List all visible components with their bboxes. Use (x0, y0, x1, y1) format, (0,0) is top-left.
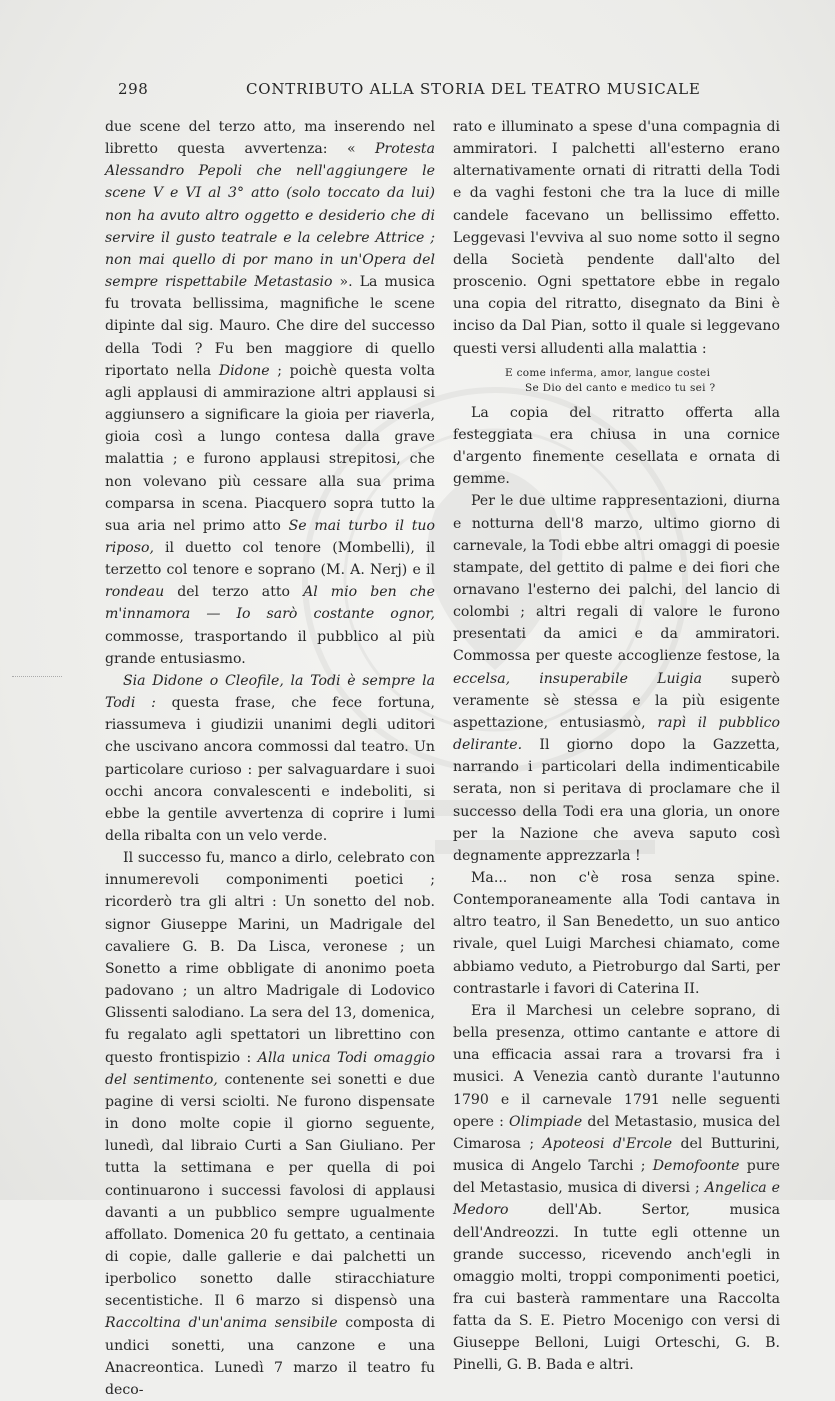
paragraph: Era il Marchesi un celebre soprano, di bella presenza, ottimo cantante e attore di una efficacia assai rara a trovarsi fra i musici. A Venezia cantò durante l'autunno 1790 e il carnevale 1791 nelle seguenti opere : Olimpiade del Metastasio, musica del Cimarosa ; Apoteosi d'Ercole del Butturini, musica di Angelo Tarchi ; Demofoonte pure del Metastasio, musica di diversi ; Angelica e Medoro dell'Ab. Sertor, musica dell'Andreozzi. In tutte egli ottenne un grande successo, ricevendo anch'egli in omaggio molti, troppi componimenti poetici, fra cui basterà rammentare una Raccolta fatta da S. E. Pietro Mocenigo con versi di Giuseppe Belloni, Luigi Orteschi, G. B. Pinelli, G. B. Bada e altri. (453, 1002, 780, 1374)
running-title: CONTRIBUTO ALLA STORIA DEL TEATRO MUSICALE (246, 80, 701, 98)
paragraph: due scene del terzo atto, ma inserendo nel libretto questa avvertenza: « Protesta Alessandro Pepoli che nell'aggiungere le scene V e VI al 3° atto (solo toccato da lui) non ha avuto altro oggetto e desiderio che di servire il gusto teatrale e la celebre Attrice ; non mai quello di por mano in un'Opera del sempre rispettabile Metastasio ». La musica fu trovata bellissima, magnifiche le scene dipinte dal sig. Mauro. Che dire del successo della Todi ? Fu ben maggiore di quello riportato nella Didone ; poichè questa volta agli applausi di ammirazione altri applausi si aggiunsero a significare la gioia per riaverla, gioia così a lungo contesa dalla grave malattia ; e furono applausi strepitosi, che non volevano più cessare alla sua prima comparsa in scena. Piacquero sopra tutto la sua aria nel primo atto Se mai turbo il tuo riposo, il duetto col tenore (Mombelli), il terzetto col tenore e soprano (M. A. Nerj) e il rondeau del terzo atto Al mio ben che m'innamora — Io sarò costante ognor, commosse, trasportando il pubblico al più grande entusiasmo. (105, 119, 435, 667)
page-header (118, 80, 722, 104)
paragraph: Sia Didone o Cleofile, la Todi è sempre la Todi : questa frase, che fece fortuna, riassumeva i giudizii unanimi degli uditori che uscivano ancora commossi dal teatro. Un particolare curioso : per salvaguardare i suoi occhi ancora convalescenti e indeboliti, si ebbe la gentile avvertenza di coprire i lumi della ribalta con un velo verde. (105, 672, 435, 844)
margin-mark (12, 676, 62, 679)
paragraph: rato e illuminato a spese d'una compagnia di ammiratori. I palchetti all'esterno erano alternativamente ornati di ritratti della Todi e da vaghi festoni che tra la luce di mille candele facevano un bellissimo effetto. Leggevasi l'evviva al suo nome sotto il segno della Società pendente dall'alto del proscenio. Ogni spettatore ebbe in regalo una copia del ritratto, disegnato da Bini è inciso da Dal Pian, sotto il quale si leggevano questi versi alludenti alla malattia : (453, 119, 780, 357)
paragraph: Il successo fu, manco a dirlo, celebrato con innumerevoli componimenti poetici ; ricorderò tra gli altri : Un sonetto del nob. signor Giuseppe Marini, un Madrigale del cavaliere G. B. Da Lisca, veronese ; un Sonetto a rime obbligate di anonimo poeta padovano ; un altro Madrigale di Lodovico Glissenti salodiano. La sera del 13, domenica, fu regalato agli spettatori un librettino con questo frontispizio : Alla unica Todi omaggio del sentimento, contenente sei sonetti e due pagine di versi sciolti. Ne furono dispensate in dono molte copie il giorno seguente, lunedì, dal libraio Curti a San Giuliano. Per tutta la settimana e per quella di poi continuarono i successi favolosi di applausi davanti a un pubblico sempre ugualmente affollato. Domenica 20 fu gettato, a centinaia di copie, dalle gallerie e dai palchetti un iperbolico sonetto dalle stiracchiature secentistiche. Il 6 marzo si dispensò una Raccoltina d'un'anima sensibile composta di undici sonetti, una canzone e una Anacreontica. Lunedì 7 marzo il teatro fu deco- (105, 850, 435, 1398)
paragraph: La copia del ritratto offerta alla festeggiata era chiusa in una cornice d'argento finemente cesellata e ornata di gemme. (453, 404, 780, 488)
paragraph: Per le due ultime rappresentazioni, diurna e notturna dell'8 marzo, ultimo giorno di carnevale, la Todi ebbe altri omaggi di poesie stampate, del gettito di palme e dei fiori che ornavano l'esterno dei palchi, del lancio di colombi ; altri regali di valore le furono presentati da amici e da ammiratori. Commossa per queste accoglienze festose, la eccelsa, insuperabile Luigia superò veramente sè stessa e la più esigente aspettazione, entusiasmò, rapì il pubblico delirante. Il giorno dopo la Gazzetta, narrando i particolari della indimenticabile serata, non si peritava di proclamare che il successo della Todi era una gloria, un onore per la Nazione che aveva saputo così degnamente apprezzarla ! (453, 493, 780, 864)
right-column (453, 116, 780, 1377)
left-column (105, 116, 435, 1401)
verse-quote (453, 366, 780, 396)
paragraph: Ma... non c'è rosa senza spine. Contemporaneamente alla Todi cantava in altro teatro, il San Benedetto, un suo antico rivale, quel Luigi Marchesi chiamato, come abbiamo veduto, a Pietroburgo dal Sarti, per contrastarle i favori di Caterina II. (453, 870, 780, 997)
verse-line: E come inferma, amor, langue costei (505, 366, 711, 379)
page-number: 298 (118, 80, 149, 98)
verse-line: Se Dio del canto e medico tu sei ? (525, 381, 716, 394)
